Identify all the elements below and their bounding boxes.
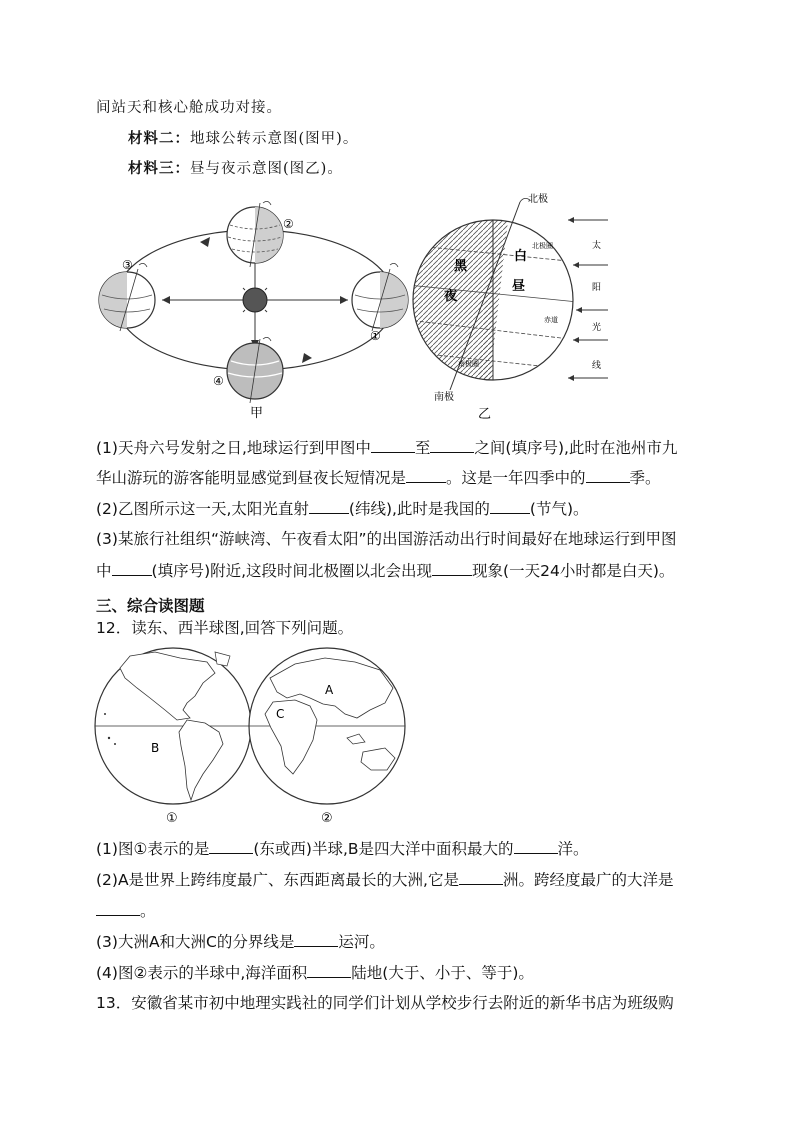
earth-position-2	[227, 203, 283, 267]
q11-part1-line2	[96, 466, 661, 489]
q12-p1-text-c: 洋。	[557, 840, 589, 858]
q12-p3-text-b: 运河。	[338, 933, 385, 951]
sunlight-arrows	[568, 220, 608, 378]
q12-p1-text-a: (1)图①表示的是	[96, 840, 210, 858]
q12-part2-line1	[96, 868, 674, 891]
sunlight-char-2: 阳	[592, 283, 602, 293]
q11-part3-line2	[96, 559, 674, 582]
q11-p3-text-d: 现象(一天24小时都是白天)。	[472, 562, 675, 580]
q11-p1-text-f: 季。	[629, 469, 661, 487]
answer-blank[interactable]	[307, 961, 351, 978]
answer-blank[interactable]	[112, 559, 152, 576]
answer-blank[interactable]	[514, 837, 558, 854]
figure-jia-revolution-diagram	[90, 195, 420, 425]
arctic-circle-label: 北极圈	[532, 242, 553, 250]
south-pole-label: 南极	[434, 392, 454, 403]
night-label-1: 黑	[454, 259, 468, 274]
label-pos-2: ②	[283, 217, 294, 231]
q11-part3-line1: (3)某旅行社组织“游峡湾、午夜看太阳”的出国游活动出行时间最好在地球运行到甲图	[96, 530, 677, 548]
material-2-text: 地球公转示意图(图甲)。	[190, 131, 359, 147]
answer-blank[interactable]	[371, 436, 415, 453]
q11-p2-text-c: (节气)。	[529, 500, 589, 518]
material-3	[128, 158, 343, 180]
material-3-label: 材料三：	[128, 160, 190, 177]
q11-p1-text-d: 华山游玩的游客能明显感觉到昼夜长短情况是	[96, 469, 407, 487]
equator-label: 赤道	[544, 316, 558, 324]
arrowheads	[568, 217, 582, 381]
sunlight-char-3: 光	[592, 323, 602, 333]
q11-p3-text-c: (填序号)附近,这段时间北极圈以北会出现	[151, 562, 433, 580]
q13-stem: 13．安徽省某市初中地理实践社的同学们计划从学校步行去附近的新华书店为班级购	[96, 994, 674, 1012]
material-continuation: 间站天和核心舱成功对接。	[96, 100, 282, 116]
map-label-b: B	[151, 741, 160, 755]
q11-part1-line1	[96, 436, 677, 459]
map-label-a: A	[325, 683, 334, 697]
rotation-arrow-icon	[263, 337, 271, 341]
sunlight-char-1: 太	[592, 241, 602, 251]
eastern-hemisphere-map	[249, 648, 405, 804]
q11-p1-text-c: 之间(填序号),此时在池州市九	[474, 439, 678, 457]
hemisphere-maps	[95, 648, 405, 828]
north-pole-label: 北极	[528, 194, 548, 205]
hemisphere-label-2: ②	[321, 811, 333, 826]
answer-blank[interactable]	[430, 436, 474, 453]
label-pos-4: ④	[213, 374, 224, 388]
q12-part4	[96, 961, 534, 984]
q12-part1	[96, 837, 589, 860]
q12-part3	[96, 930, 385, 953]
section-title: 三、综合读图题	[96, 597, 205, 615]
sunlight-char-4: 线	[592, 361, 602, 371]
q12-p3-text-a: (3)大洲A和大洲C的分界线是	[96, 933, 295, 951]
label-pos-3: ③	[122, 258, 133, 272]
q12-p4-text-a: (4)图②表示的半球中,海洋面积	[96, 964, 308, 982]
western-hemisphere-map	[95, 648, 251, 804]
q12-p4-text-b: 陆地(大于、小于、等于)。	[351, 964, 534, 982]
answer-blank[interactable]	[459, 868, 503, 885]
earth-position-4	[227, 339, 283, 403]
q12-p2-text-c: 。	[140, 902, 156, 920]
answer-blank[interactable]	[294, 930, 338, 947]
q11-part2	[96, 497, 589, 520]
day-label-1: 白	[514, 249, 528, 264]
answer-blank[interactable]	[209, 837, 253, 854]
day-label-2: 昼	[512, 279, 526, 294]
q11-p2-text-a: (2)乙图所示这一天,太阳光直射	[96, 500, 309, 518]
q11-p1-text-b: 至	[414, 439, 431, 457]
material-3-text: 昼与夜示意图(图乙)。	[190, 161, 343, 177]
material-2	[128, 128, 358, 150]
label-pos-1: ①	[370, 329, 381, 343]
figure-yi-label: 乙	[478, 407, 492, 422]
antarctic-circle-label: 南极圈	[458, 360, 479, 368]
q12-stem: 12．读东、西半球图,回答下列问题。	[96, 619, 354, 637]
q11-p2-text-b: (纬线),此时是我国的	[348, 500, 490, 518]
answer-blank[interactable]	[309, 497, 349, 514]
figure-jia-label: 甲	[250, 406, 264, 421]
arrow-left-icon	[162, 296, 170, 304]
q11-p1-text-a: (1)天舟六号发射之日,地球运行到甲图中	[96, 439, 371, 457]
q12-p2-text-b: 洲。跨经度最广的大洋是	[503, 871, 674, 889]
material-2-label: 材料二：	[128, 130, 190, 147]
hemisphere-label-1: ①	[166, 811, 178, 826]
q12-p2-text-a: (2)A是世界上跨纬度最广、东西距离最长的大洲,它是	[96, 871, 459, 889]
answer-blank[interactable]	[432, 559, 472, 576]
q11-p3-text-b: 中	[96, 562, 112, 580]
answer-blank[interactable]	[406, 466, 446, 483]
night-label-2: 夜	[444, 289, 458, 304]
answer-blank[interactable]	[96, 899, 140, 916]
rotation-arrow-icon	[263, 201, 271, 205]
orbit-arrow-icon	[200, 237, 210, 247]
q12-p1-text-b: (东或西)半球,B是四大洋中面积最大的	[253, 840, 514, 858]
arrow-right-icon	[340, 296, 348, 304]
map-label-c: C	[276, 707, 285, 721]
earth-position-3	[99, 269, 155, 331]
rotation-arrow-icon	[139, 263, 147, 267]
earth-position-1	[352, 269, 408, 331]
rotation-arrow-icon	[390, 263, 398, 267]
q11-p1-text-e: 。这是一年四季中的	[446, 469, 586, 487]
answer-blank[interactable]	[586, 466, 630, 483]
q12-part2-line2	[96, 899, 156, 922]
orbit-arrow-icon	[302, 353, 312, 363]
figure-yi-day-night-diagram	[408, 190, 628, 425]
sun-icon	[243, 288, 267, 312]
answer-blank[interactable]	[490, 497, 530, 514]
